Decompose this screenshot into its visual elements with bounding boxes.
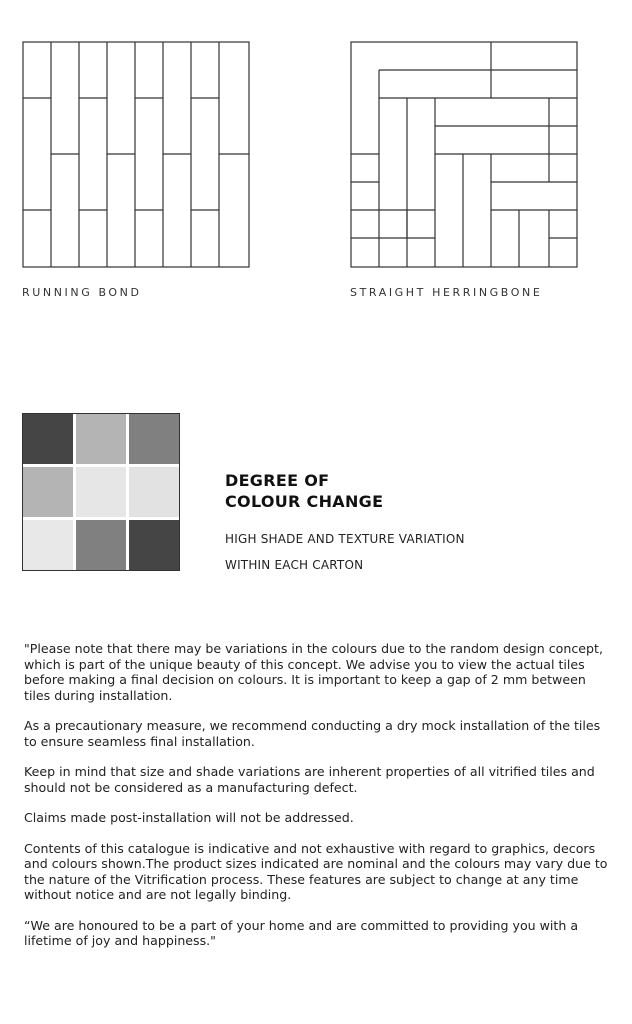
degree-of-colour-change-heading: DEGREE OF COLOUR CHANGE bbox=[225, 471, 384, 511]
swatch bbox=[76, 467, 126, 517]
swatch bbox=[129, 467, 179, 517]
running-bond-caption: RUNNING BOND bbox=[22, 286, 142, 299]
note-paragraph: “We are honoured to be a part of your home and are committed to providing you with a lifetime of joy and happiness." bbox=[24, 917, 579, 948]
swatch bbox=[76, 414, 126, 464]
swatch bbox=[23, 467, 73, 517]
note-paragraph: "Please note that there may be variations in the colours due to the random design concept, which is part of the unique beauty of this concept. We advise you to view the actual tiles before making a final decision on colours. It is important to keep a gap of 2 mm between tiles during installation. bbox=[24, 641, 603, 703]
swatch bbox=[129, 414, 179, 464]
running-bond-svg bbox=[22, 41, 250, 269]
note-paragraph: Contents of this catalogue is indicative and not exhaustive with regard to graphics, decors and colours shown.The product sizes indicated are nominal and the colours may vary due to the nature of the Vitrification process. These features are subject to change at any time without notice and are not legally binding. bbox=[24, 840, 608, 902]
note-paragraph: Keep in mind that size and shade variations are inherent properties of all vitrified tiles and should not be considered as a manufacturing defect. bbox=[24, 764, 595, 795]
note-paragraph: As a precautionary measure, we recommend conducting a dry mock installation of the tiles to ensure seamless final installation. bbox=[24, 718, 601, 749]
straight-herringbone-diagram bbox=[350, 41, 578, 269]
swatch bbox=[76, 520, 126, 570]
variation-line-2: WITHIN EACH CARTON bbox=[225, 558, 364, 572]
swatch bbox=[23, 414, 73, 464]
herringbone-svg bbox=[350, 41, 578, 269]
disclaimer-notes bbox=[24, 641, 614, 964]
swatch bbox=[23, 520, 73, 570]
variation-line-1: HIGH SHADE AND TEXTURE VARIATION bbox=[225, 532, 465, 546]
straight-herringbone-caption: STRAIGHT HERRINGBONE bbox=[350, 286, 543, 299]
colour-variation-grid bbox=[22, 413, 180, 571]
swatch bbox=[129, 520, 179, 570]
running-bond-diagram bbox=[22, 41, 250, 269]
note-paragraph: Claims made post-installation will not be addressed. bbox=[24, 810, 354, 825]
